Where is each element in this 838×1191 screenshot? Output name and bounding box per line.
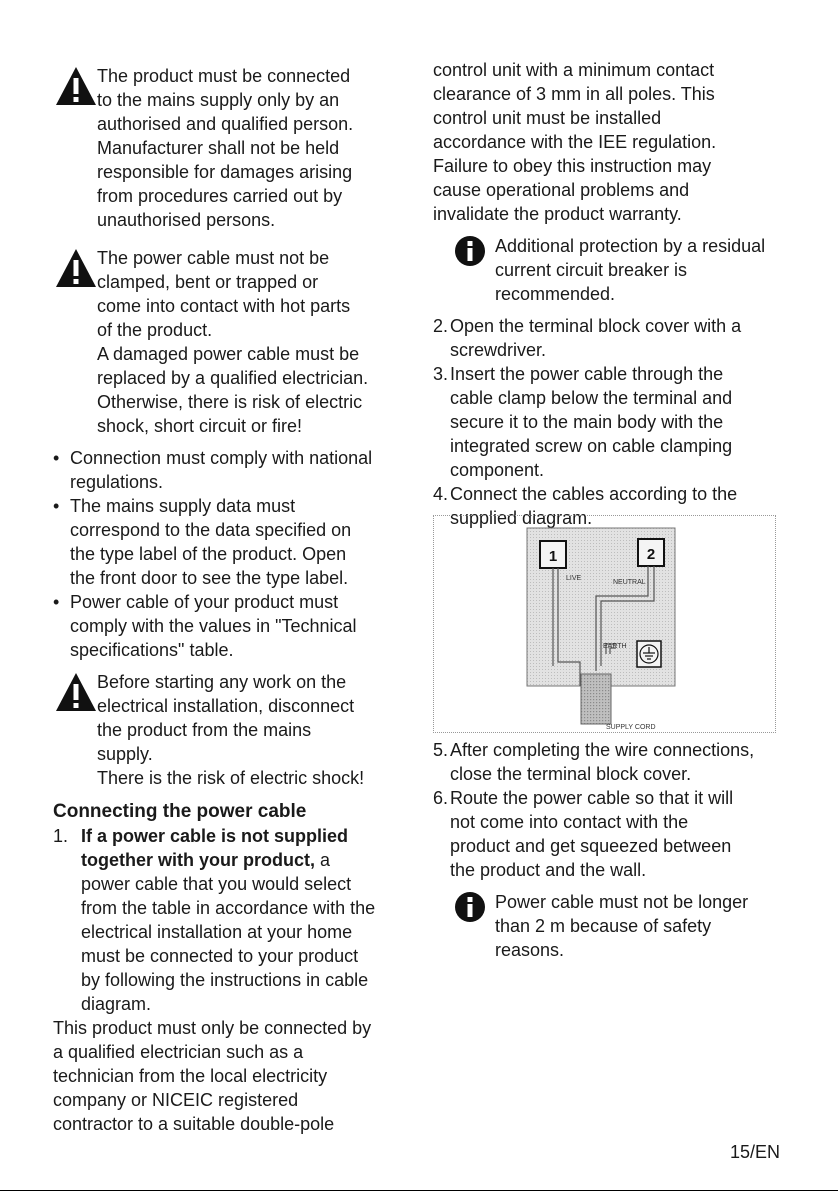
- warning-line: The product must be connected: [97, 66, 351, 86]
- info-line: reasons.: [495, 940, 565, 960]
- warning-line: Manufacturer shall not be held: [97, 138, 340, 158]
- warning-triangle-icon: [55, 248, 97, 288]
- step-3: [433, 362, 803, 482]
- bullet-line: the type label of the product. Open: [70, 544, 347, 564]
- bullet-line: the front door to see the type label.: [70, 568, 349, 588]
- paragraph-line: contractor to a suitable double-pole: [53, 1114, 335, 1134]
- terminal-1-label: 1: [548, 548, 558, 565]
- step-line: Open the terminal block cover with a: [450, 316, 742, 336]
- warning-line: The power cable must not be: [97, 248, 330, 268]
- info-line: than 2 m because of safety: [495, 916, 712, 936]
- step-line: Route the power cable so that it will: [450, 788, 734, 808]
- warning-line: supply.: [97, 744, 153, 764]
- warning-line: unauthorised persons.: [97, 210, 276, 230]
- step-line: electrical installation at your home: [81, 922, 353, 942]
- step-line: diagram.: [81, 994, 152, 1014]
- bullet-dot: •: [53, 496, 60, 516]
- right-column-bottom: [433, 738, 803, 962]
- step-line: supplied diagram.: [450, 508, 593, 528]
- warning-line: from procedures carried out by: [97, 186, 343, 206]
- earth-label: EARTH: [603, 643, 627, 650]
- section-heading: Connecting the power cable: [53, 801, 307, 822]
- supply-cord-label: SUPPLY CORD: [606, 724, 656, 731]
- warning-line: shock, short circuit or fire!: [97, 416, 303, 436]
- info-line: Power cable must not be longer: [495, 892, 749, 912]
- warning-line: electrical installation, disconnect: [97, 696, 355, 716]
- step-line: Insert the power cable through the: [450, 364, 724, 384]
- bullet-item: [53, 590, 413, 662]
- paragraph-line: This product must only be connected by: [53, 1018, 372, 1038]
- left-column: [53, 64, 413, 1136]
- paragraph-line: control unit with a minimum contact: [433, 60, 715, 80]
- step-6: [433, 786, 803, 882]
- bullet-item: [53, 494, 413, 590]
- step-bold-line: If a power cable is not supplied: [81, 826, 349, 846]
- step-line: component.: [450, 460, 545, 480]
- bullet-line: Power cable of your product must: [70, 592, 339, 612]
- warning-triangle-icon: [55, 672, 97, 712]
- paragraph-line: invalidate the product warranty.: [433, 204, 682, 224]
- paragraph-line: Failure to obey this instruction may: [433, 156, 712, 176]
- step-number: 6.: [433, 788, 449, 808]
- bullet-item: [53, 446, 413, 494]
- paragraph-line: control unit must be installed: [433, 108, 662, 128]
- info-block-rcd: [433, 234, 803, 306]
- info-icon: [455, 892, 485, 922]
- step-number: 4.: [433, 484, 449, 504]
- paragraph-line: accordance with the IEE regulation.: [433, 132, 717, 152]
- step-line: After completing the wire connections,: [450, 740, 755, 760]
- info-line: current circuit breaker is: [495, 260, 688, 280]
- warning-block-power-cable: [53, 246, 413, 438]
- warning-line: clamped, bent or trapped or: [97, 272, 319, 292]
- warning-line: the product from the mains: [97, 720, 312, 740]
- step-number: 1.: [53, 826, 69, 846]
- step-number: 2.: [433, 316, 449, 336]
- step-line: integrated screw on cable clamping: [450, 436, 733, 456]
- step-5: [433, 738, 803, 786]
- warning-block-disconnect: [53, 670, 413, 790]
- info-line: recommended.: [495, 284, 616, 304]
- paragraph-line: cause operational problems and: [433, 180, 690, 200]
- step-number: 5.: [433, 740, 449, 760]
- warning-line: to the mains supply only by an: [97, 90, 340, 110]
- page-number: 15/EN: [730, 1142, 781, 1162]
- paragraph-electrician: [53, 1016, 413, 1136]
- bullet-line: The mains supply data must: [70, 496, 296, 516]
- warning-line: authorised and qualified person.: [97, 114, 354, 134]
- paragraph-line: company or NICEIC registered: [53, 1090, 299, 1110]
- wiring-diagram-svg: [434, 516, 775, 732]
- bullet-line: specifications" table.: [70, 640, 234, 660]
- warning-triangle-icon: [55, 66, 97, 106]
- bullet-line: Connection must comply with national: [70, 448, 373, 468]
- step-line: Connect the cables according to the: [450, 484, 738, 504]
- bullet-line: comply with the values in "Technical: [70, 616, 357, 636]
- step-line: close the terminal block cover.: [450, 764, 692, 784]
- step-line: product and get squeezed between: [450, 836, 732, 856]
- paragraph-line: clearance of 3 mm in all poles. This: [433, 84, 715, 104]
- supply-cord: [581, 674, 611, 724]
- info-block-cable-length: [433, 890, 803, 962]
- info-icon: [455, 236, 485, 266]
- bullet-line: regulations.: [70, 472, 164, 492]
- step-line: cable clamp below the terminal and: [450, 388, 733, 408]
- paragraph-control-unit: [433, 58, 803, 226]
- wiring-diagram: [433, 515, 776, 733]
- step-1: [53, 824, 413, 1016]
- step-bold-line: together with your product,: [81, 850, 315, 870]
- bullet-line: correspond to the data specified on: [70, 520, 352, 540]
- terminal-2-label: 2: [646, 546, 656, 563]
- warning-line: Otherwise, there is risk of electric: [97, 392, 363, 412]
- warning-line: A damaged power cable must be: [97, 344, 360, 364]
- step-line: power cable that you would select: [81, 874, 352, 894]
- info-line: Additional protection by a residual: [495, 236, 766, 256]
- step-2: [433, 314, 803, 362]
- right-column-top: [433, 58, 803, 530]
- step-tail-text: a: [315, 850, 331, 870]
- warning-line: of the product.: [97, 320, 213, 340]
- step-line: the product and the wall.: [450, 860, 647, 880]
- step-line: by following the instructions in cable: [81, 970, 369, 990]
- warning-block-authorised: [53, 64, 413, 232]
- step-line: must be connected to your product: [81, 946, 359, 966]
- paragraph-line: a qualified electrician such as a: [53, 1042, 304, 1062]
- paragraph-line: technician from the local electricity: [53, 1066, 328, 1086]
- live-label: LIVE: [566, 575, 582, 582]
- step-line: secure it to the main body with the: [450, 412, 724, 432]
- step-line: not come into contact with the: [450, 812, 689, 832]
- warning-line: replaced by a qualified electrician.: [97, 368, 369, 388]
- neutral-label: NEUTRAL: [613, 579, 646, 586]
- warning-line: responsible for damages arising: [97, 162, 353, 182]
- step-line: screwdriver.: [450, 340, 547, 360]
- warning-line: There is the risk of electric shock!: [97, 768, 365, 788]
- bullet-dot: •: [53, 592, 60, 612]
- step-number: 3.: [433, 364, 449, 384]
- warning-line: Before starting any work on the: [97, 672, 347, 692]
- step-line: from the table in accordance with the: [81, 898, 376, 918]
- bullet-dot: •: [53, 448, 60, 468]
- warning-line: come into contact with hot parts: [97, 296, 351, 316]
